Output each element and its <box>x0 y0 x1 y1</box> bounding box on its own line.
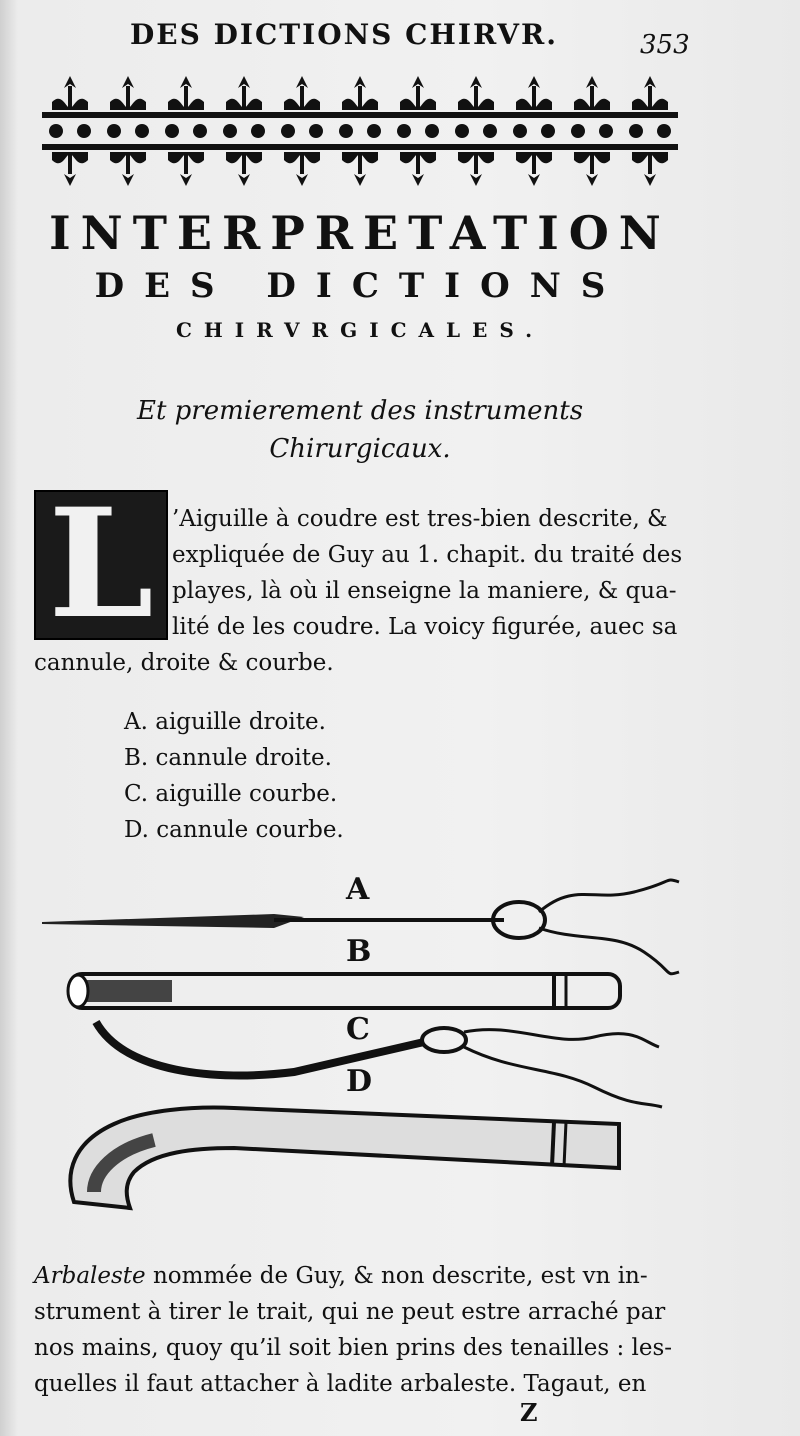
running-head: DES DICTIONS CHIRVR. <box>130 18 558 51</box>
ornament-motif <box>223 76 265 186</box>
ornament-motif <box>107 76 149 186</box>
para2-line-3: nos mains, quoy qu’il soit bien prins des tenailles : les- <box>34 1335 673 1361</box>
straight-cannula-drawing <box>68 974 620 1008</box>
page-number: 353 <box>640 30 690 60</box>
ornament-motif <box>629 76 671 186</box>
ornament-motif <box>571 76 613 186</box>
signature-mark: Z <box>520 1398 538 1427</box>
para1-line-3: playes, là où il enseigne la maniere, & qua- <box>172 578 677 604</box>
paragraph-arbaleste <box>34 1258 684 1402</box>
para1-line-4: lité de les coudre. La voicy figurée, auec sa <box>172 614 678 640</box>
curved-cannula-drawing <box>70 1108 619 1208</box>
legend-item: A. aiguille droite. <box>124 709 326 735</box>
para2-line-1: Arbaleste nommée de Guy, & non descrite, est vn in- <box>34 1263 648 1289</box>
term-arbaleste: Arbaleste <box>34 1263 146 1289</box>
surgical-instruments-woodcut <box>34 872 684 1222</box>
subtitle-line-1: Et premierement des instruments <box>136 396 584 426</box>
subtitle-line-2: Chirurgicaux. <box>269 434 451 464</box>
para1-line-1: ’Aiguille à coudre est tres-bien descrite, & <box>172 506 668 532</box>
para2-line-4: quelles il faut attacher à ladite arbaleste. Tagaut, en <box>34 1371 647 1397</box>
ornament-motif <box>339 76 381 186</box>
figure-legend <box>124 704 344 848</box>
title-line-3: CHIRVRGICALES. <box>175 318 545 342</box>
para2-line-2: strument à tirer le trait, qui ne peut estre arraché par <box>34 1299 666 1325</box>
ornament-motif <box>397 76 439 186</box>
ornament-motif <box>281 76 323 186</box>
ornament-motif <box>455 76 497 186</box>
section-subtitle <box>0 392 720 468</box>
initial-letter: L <box>48 476 154 652</box>
legend-item: B. cannule droite. <box>124 745 332 771</box>
title-line-1: INTERPRETATION <box>49 206 671 260</box>
ornament-motif <box>165 76 207 186</box>
legend-item: D. cannule courbe. <box>124 817 344 843</box>
title-line-2: DES DICTIONS <box>94 266 626 306</box>
para1-line-2: expliquée de Guy au 1. chapit. du traité des <box>172 542 683 568</box>
ornament-motif <box>513 76 555 186</box>
instruments-drawing <box>34 872 684 1222</box>
decorated-initial <box>34 476 168 652</box>
figure-label-a: A <box>346 872 370 907</box>
figure-label-c: C <box>346 1012 370 1047</box>
ornamental-border <box>42 72 678 190</box>
figure-label-d: D <box>346 1064 373 1099</box>
para1-line-5: cannule, droite & courbe. <box>34 650 334 676</box>
curved-needle-drawing <box>96 1022 662 1107</box>
legend-item: C. aiguille courbe. <box>124 781 338 807</box>
figure-label-b: B <box>346 934 372 969</box>
ornament-motif <box>49 76 91 186</box>
